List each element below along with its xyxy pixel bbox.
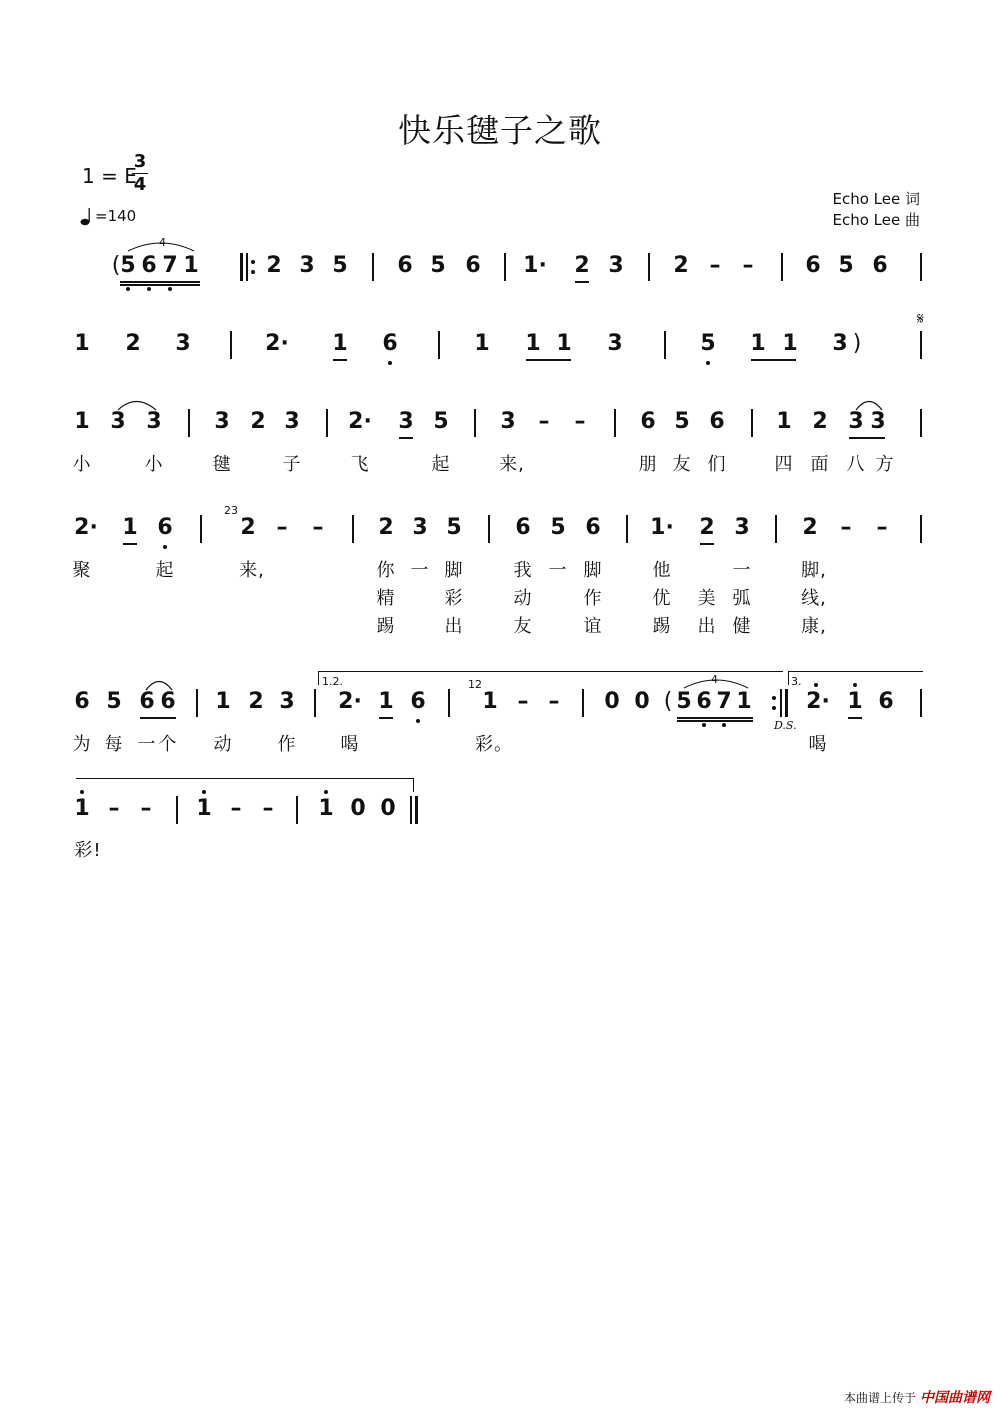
lyrics-line-6: 彩! bbox=[74, 840, 102, 861]
lyrics-line-4c: 踢 出 友 谊 踢 出 健 康, bbox=[376, 616, 827, 637]
score-title: 快乐毽子之歌 bbox=[398, 111, 602, 150]
volta-1-2: 1.2. bbox=[322, 675, 343, 688]
tuplet-number: 4 bbox=[159, 236, 166, 249]
lyrics-line-4b: 精 彩 动 作 优 美 弧 线, bbox=[376, 588, 827, 609]
lyrics-line-4a: 聚 起 来, 你 一 脚 我 一 脚 他 一 脚, bbox=[72, 560, 827, 581]
site-logo[interactable]: 中国曲谱网 bbox=[920, 1390, 990, 1406]
tempo-marking bbox=[80, 206, 136, 226]
time-sig-bottom: 4 bbox=[133, 174, 147, 195]
time-sig-top: 3 bbox=[133, 151, 147, 172]
lyrics-line-5: 为 每 一 个 动 作 喝 彩。 喝 bbox=[72, 734, 828, 755]
key-signature: 1 = E bbox=[82, 164, 137, 188]
staff-line-2: 1 2 3 2· 1 6 1 1 1 3 5 1 1 3 ) 𝄋 bbox=[70, 331, 930, 371]
grace-note: 12 bbox=[468, 678, 482, 691]
segno-sign: 𝄋 bbox=[917, 309, 924, 328]
staff-line-4: 2· 1 6 23 2 – – 2 3 5 6 5 6 1· 2 3 2 – – bbox=[70, 515, 930, 555]
footer-text: 本曲谱上传于 bbox=[843, 1390, 916, 1405]
volta-3: 3. bbox=[791, 675, 802, 688]
composer: Echo Lee 曲 bbox=[832, 211, 920, 229]
lyrics-line-3: 小 小 毽 子 飞 起 来, 朋 友 们 四 面 八 方 bbox=[72, 454, 895, 475]
grace-note: 23 bbox=[224, 504, 238, 517]
time-signature bbox=[132, 152, 148, 195]
staff-line-3: 1 3 3 3 2 3 2· 3 5 3 – – 6 5 6 1 2 3 3 bbox=[70, 409, 930, 479]
tempo-value: =140 bbox=[95, 207, 137, 225]
staff-line-5: 6 5 6 6 1 2 3 1.2. 2· 1 6 12 1 – – 0 0 ( 5 6 7 1 4 3. D.S. 2· 1 6 bbox=[70, 689, 930, 749]
quarter-note-icon bbox=[80, 206, 92, 226]
footer bbox=[844, 1387, 990, 1407]
staff-line-1: ( 5 6 7 1 4 2 3 5 6 5 6 1· 2 3 2 – – 6 5 6 bbox=[70, 253, 930, 293]
ds-marking: D.S. bbox=[774, 719, 797, 732]
staff-line-6: 1 – – 1 – – 1 0 0 bbox=[70, 796, 930, 836]
lyricist: Echo Lee 词 bbox=[832, 190, 920, 208]
